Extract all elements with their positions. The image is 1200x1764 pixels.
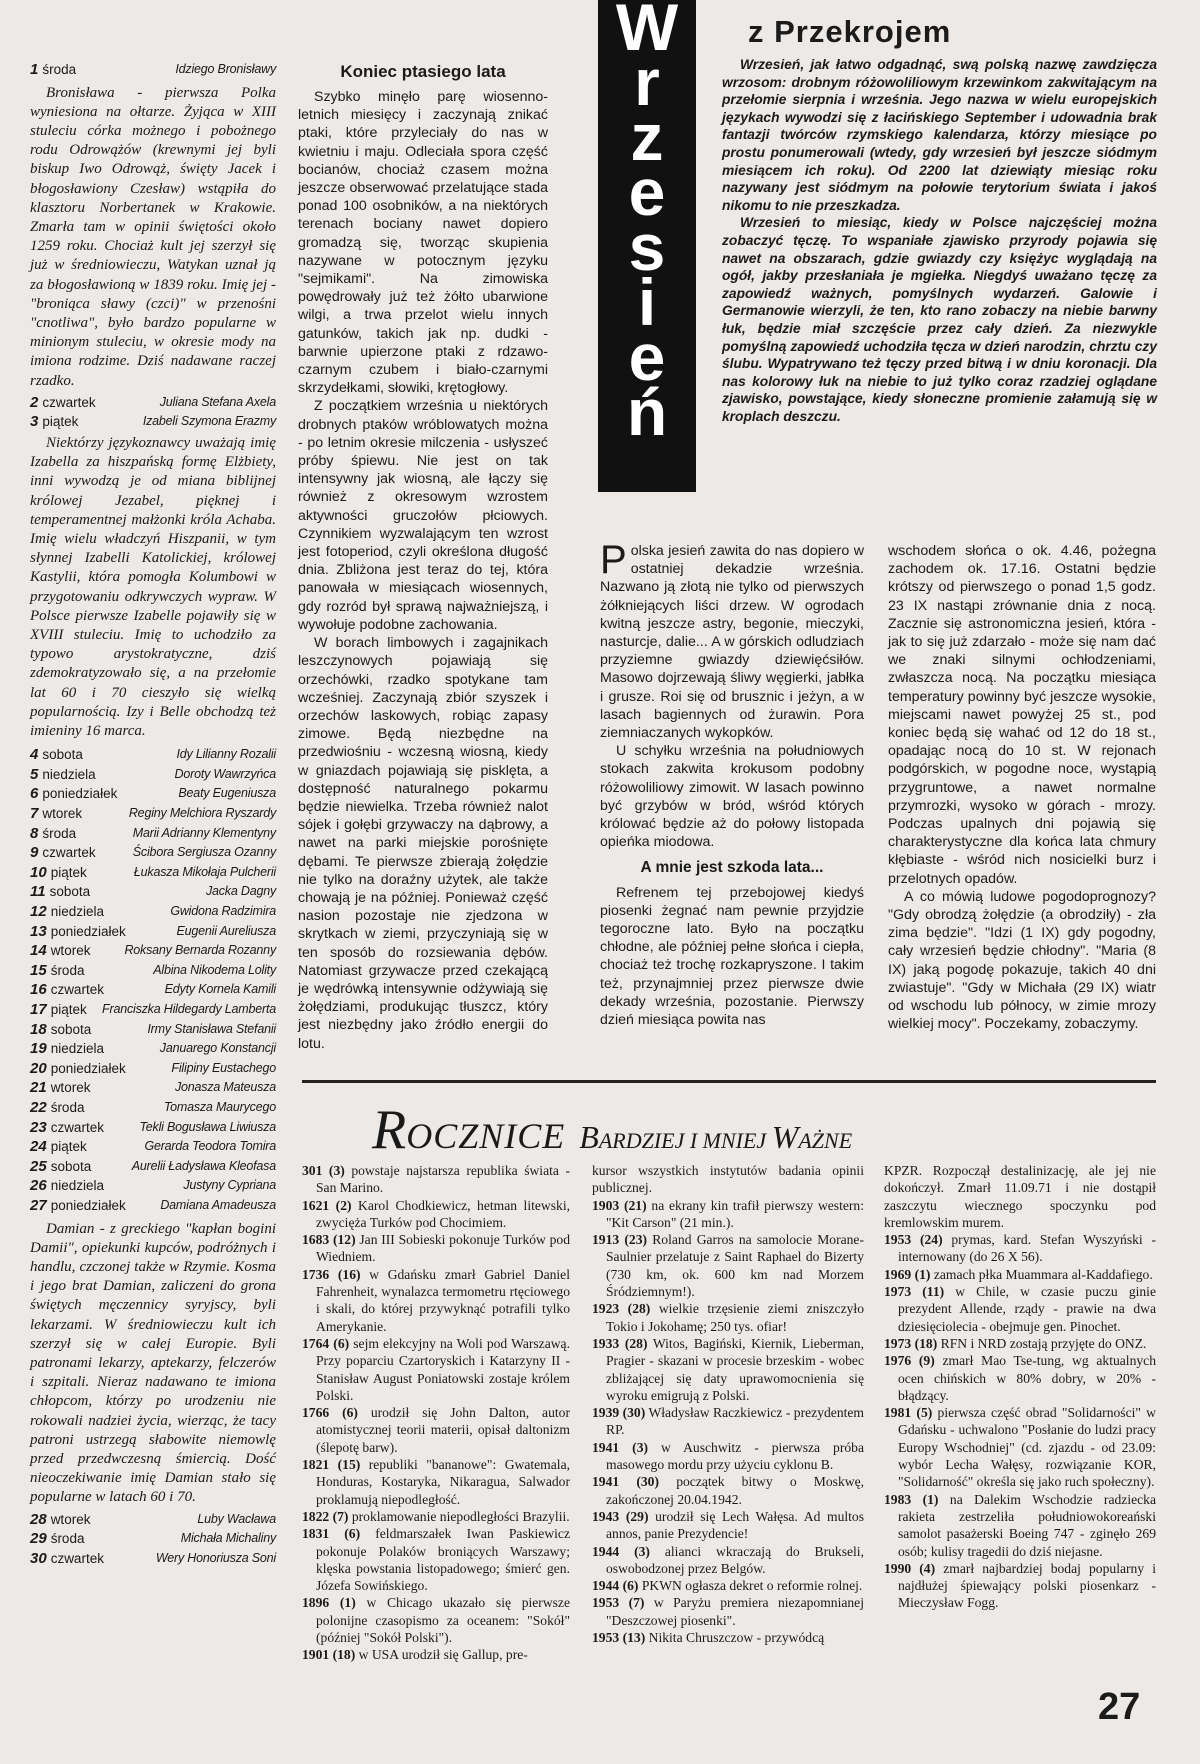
anniversary-year: 1941 (3) <box>592 1439 649 1455</box>
calendar-day <box>30 882 90 902</box>
anniversary-year: 1983 (1) <box>884 1491 939 1507</box>
calendar-day-number: 2 <box>30 393 39 411</box>
anniversary-entry <box>302 1231 570 1266</box>
anniversary-entry <box>302 1508 570 1525</box>
calendar-weekday: sobota <box>50 1021 92 1037</box>
anniversary-year: 301 (3) <box>302 1163 345 1178</box>
calendar-day <box>30 1510 90 1530</box>
calendar-weekday: czwartek <box>42 394 96 410</box>
anniversary-text: wielkie trzęsienie ziemi zniszczyło Tokio i Jokohamę; 250 tys. ofiar! <box>606 1301 864 1334</box>
anniversary-entry <box>592 1439 864 1474</box>
calendar-names: Edyty Kornela Kamili <box>164 982 276 997</box>
calendar-day <box>30 1078 90 1098</box>
calendar-names: Izabeli Szymona Erazmy <box>142 414 276 429</box>
anniversary-entry <box>884 1283 1156 1335</box>
anniversary-text: Nikita Chruszczow - przywódcą <box>648 1630 825 1646</box>
anniversary-text: Karol Chodkiewicz, hetman litewski, zwycięża Turków pod Chocimiem. <box>316 1197 570 1230</box>
header-title: z Przekrojem <box>748 14 952 49</box>
calendar-day-number: 7 <box>30 805 39 823</box>
calendar-day-number: 24 <box>30 1138 47 1156</box>
calendar-day <box>30 1020 91 1040</box>
calendar-day-number: 27 <box>30 1196 47 1214</box>
calendar-names: Januarego Konstancji <box>159 1041 276 1056</box>
calendar-day-number: 26 <box>30 1177 47 1195</box>
anniversary-text: pierwsza część obrad "Solidarności" w Gdańsku - uchwalono "Posłanie do ludzi pracy Europy Wschodniej" (cd. zjazdu - od 23.09: wybór Lecha Wałęsy, rozwiązanie KOR, "Solidarność" określa się jako ruch społeczny). <box>898 1405 1157 1490</box>
anniversary-text: feldmarszałek Iwan Paskiewicz pokonuje Polaków broniących Warszawy; klęska powstania listopadowego; śmierć gen. Józefa Sowińskiego. <box>316 1526 571 1594</box>
calendar-weekday: piątek <box>50 1139 87 1155</box>
anniversary-entry <box>884 1266 1156 1283</box>
intro-text <box>722 56 1157 425</box>
calendar-names: Justyny Cypriana <box>183 1178 276 1193</box>
anniversary-year: 1953 (7) <box>592 1595 645 1611</box>
calendar-row <box>30 980 276 1000</box>
vertical-title-letter: s <box>628 210 666 284</box>
anniversary-text: w Chicago ukazało się pierwsze polonijne czasopismo za oceanem: "Sokół" (później "Sokół Polski"). <box>316 1595 571 1646</box>
calendar-weekday: poniedziałek <box>50 1197 126 1213</box>
calendar-note-paragraph: Damian - z greckiego "kapłan bogini Damii", opiekunki kupców, podróżnych i handlu, czczonej także w Rzymie. Kosma i jego brat Damian, zaliczeni do grona świętych męczennicy syryjscy, byli lekarzami. W średniowieczu kult ich szerzył się w całej Europie. Byli patronami lekarzy, aptekarzy, felczerów i szpitali. Nieraz nadawano te imiona chłopcom, którzy po urodzeniu nie rokowali nadziei życia, wierząc, że tacy patroni ustrzegą słabowite niemowlę przed przedwczesną śmiercią. Dość nieoczekiwanie imię Damian stało się popularne w latach 60 i 70. <box>30 1220 276 1506</box>
birds-paragraph: Z początkiem września u niektórych drobnych ptaków wróblowatych można - po letnim okresie milczenia - usłyszeć próby śpiewu. Nie jest on tak intensywny jak wiosną, ale łączy się również z okresowym wzrostem aktywności gruczołów płciowych. Czynnikiem wyzwalającym ten wzrost jest fotoperiod, czyli określona długość dnia. Zbliżona jest teraz do tej, która panowała w miesiącach wiosennych, gdy rozród był sprawą najważniejszą, i wywołuje podobne zachowania. <box>298 398 548 633</box>
anniversary-entry <box>884 1404 1156 1490</box>
calendar-names: Franciszka Hildegardy Lamberta <box>102 1002 276 1016</box>
calendar-weekday: poniedziałek <box>50 1060 126 1076</box>
calendar-day-number: 28 <box>30 1510 47 1528</box>
calendar-weekday: niedziela <box>50 1178 104 1194</box>
calendar-day <box>30 60 76 80</box>
calendar-day-number: 6 <box>30 785 39 803</box>
anniversary-year: 1736 (16) <box>302 1266 361 1282</box>
calendar-day <box>30 843 96 863</box>
calendar-row <box>30 412 276 432</box>
anniversary-entry <box>302 1525 570 1594</box>
calendar-names: Ścibora Sergiusza Ozanny <box>132 845 276 860</box>
anniversary-year: 1953 (13) <box>592 1630 646 1646</box>
calendar-row <box>30 1059 276 1079</box>
calendar-names: Beaty Eugeniusza <box>178 786 276 801</box>
calendar-day-number: 8 <box>30 824 39 842</box>
calendar-weekday: czwartek <box>50 1119 104 1135</box>
calendar-row <box>30 1157 276 1177</box>
anniversary-entry <box>592 1197 864 1232</box>
vertical-title-letter: W <box>615 0 679 64</box>
calendar-day <box>30 1137 87 1157</box>
calendar-day <box>30 941 90 961</box>
calendar-names: Juliana Stefana Axela <box>159 394 276 409</box>
anniversary-year: 1973 (11) <box>884 1284 945 1300</box>
anniversary-entry <box>302 1162 570 1197</box>
calendar-names: Idy Lilianny Rozalii <box>176 747 276 762</box>
calendar-names: Roksany Bernarda Rozanny <box>124 943 276 958</box>
anniversary-year: 1933 (28) <box>592 1335 648 1351</box>
calendar-day-number: 10 <box>30 863 47 881</box>
autumn-subtitle: A mnie jest szkoda lata... <box>640 859 824 877</box>
calendar-day <box>30 1098 84 1118</box>
anniversary-entry <box>884 1335 1156 1352</box>
calendar-names: Marii Adrianny Klementyny <box>132 825 276 840</box>
calendar-day <box>30 745 83 765</box>
anniversary-entry <box>592 1577 864 1594</box>
anniversary-text: RFN i NRD zostają przyjęte do ONZ. <box>940 1335 1147 1351</box>
vertical-title-letter: r <box>634 45 660 119</box>
calendar-names: Jonasza Mateusza <box>174 1080 276 1095</box>
calendar-note-paragraph: Niektórzy językoznawcy uważają imię Izabella za hiszpańską formę Elżbiety, inni wywodzą je od miana biblijnej królowej Jezabel, pięknej i temperamentnej małżonki króla Achaba. Imię wielu władczyń Hiszpanii, w tym słynnej Izabelli Katolickiej, królowej Kastylii, która pomogła Kolumbowi w przygotowaniu odkrywczych wypraw. W Polsce pierwsze Izabelle pojawiły się w XVIII stuleciu. Imię to uchodziło za typowo arystokratyczne, dziś zdemokratyzowało się, a na przełomie lat 60 i 70 cieszyło się wielką popularnością. Izy i Belle obchodzą też imieniny 16 marca. <box>30 435 276 740</box>
anniversary-year: 1821 (15) <box>302 1457 361 1473</box>
calendar-weekday: wtorek <box>42 806 83 822</box>
calendar-row <box>30 60 276 80</box>
calendar-names: Tekli Bogusława Liwiusza <box>139 1119 276 1134</box>
calendar-names: Luby Wacława <box>197 1511 276 1526</box>
autumn-paragraph: A co mówią ludowe pogodoprognozy? "Gdy obrodzą żołędzie (a obrodziły) - zła zima będzie". "Idzi (1 IX) gdy pogodny, cały wrzesień będzie chłodny". "Maria (8 IX) jaką pogodę pokazuje, takich 40 dni zwiastuje". "Gdy w Michała (29 IX) wiatr od wschodu lub północy, w zimie mrozy wielkiej mocy". Poczekamy, zobaczymy. <box>888 888 1156 1033</box>
calendar-weekday: sobota <box>42 747 83 763</box>
calendar-note-paragraph: Bronisława - pierwsza Polka wyniesiona na ołtarze. Żyjąca w XIII stuleciu córka możnego i pobożnego rodu Odrowążów (krewnymi jej byli biskup Iwo Odrowąż, święty Jacek i błogosławiony Czesław) wstąpiła do klasztoru Norbertanek w Krakowie. Zmarła tam w opinii świętości około 1259 roku. Chociaż kult jej szerzył się już w średniowieczu, Watykan uznał ją za błogosławioną w 1839 roku. Imię jej - "broniąca sławy (czci)" w przenośni "cnotliwa", było bardzo popularne w minionym stuleciu, w okresie mody na imiona rodzime. Dziś nadawane raczej rzadko. <box>30 84 276 389</box>
calendar-rows-bottom <box>30 1510 276 1569</box>
anniversary-year: 1764 (6) <box>302 1335 350 1351</box>
calendar-day <box>30 1157 91 1177</box>
calendar-day-number: 5 <box>30 765 39 783</box>
anniversary-text: Witos, Bagiński, Kiernik, Lieberman, Pragier - skazani w procesie brzeskim - wobec zbliżającej się daty uprawomocnienia się wyroku emigrują z Polski. <box>606 1335 865 1403</box>
anniversary-text: na ekrany kin trafił pierwszy western: "Kit Carson" (21 min.). <box>606 1197 865 1230</box>
anniversary-entry <box>592 1231 864 1300</box>
calendar-names: Gerarda Teodora Tomira <box>144 1139 276 1154</box>
anniversary-text: Jan III Sobieski pokonuje Turków pod Wiedniem. <box>316 1232 571 1265</box>
calendar-day-number: 14 <box>30 942 47 960</box>
anniversary-text: w Auschwitz - pierwsza próba masowego mordu przy użyciu cyklonu B. <box>606 1439 864 1473</box>
calendar-row <box>30 1196 276 1216</box>
anniversary-entry <box>302 1646 570 1663</box>
calendar-row <box>30 1000 276 1020</box>
vertical-title-letter: z <box>630 100 664 174</box>
anniversary-year: 1939 (30) <box>592 1405 646 1421</box>
anniversary-text: urodził się Lech Wałęsa. Ad multos annos, panie Prezydencie! <box>606 1508 865 1542</box>
calendar-day-number: 16 <box>30 981 47 999</box>
calendar-day <box>30 804 82 824</box>
calendar-weekday: środa <box>42 62 77 77</box>
anniversary-year: 1941 (30) <box>592 1474 660 1490</box>
anniversary-text: zamach płka Muammara al-Kaddafiego. <box>933 1266 1153 1282</box>
autumn-paragraph: Refrenem tej przebojowej kiedyś piosenki żegnać nam pewnie przyjdzie tegoroczne lato. Było na początku chłodne, ale później pełne słońca i ciepła, chociaż też trochę rozkapryszone. I takim też, przynajmniej przez pierwsze dwie dekady września, pozostanie. Pierwszy dzień miesiąca powita nas <box>600 884 864 1029</box>
anniversary-year: 1923 (28) <box>592 1301 651 1317</box>
calendar-weekday: niedziela <box>42 766 96 782</box>
calendar-day <box>30 1529 84 1549</box>
anniversary-entry <box>884 1352 1156 1404</box>
col3-continuation: KPZR. Rozpoczął destalinizację, ale jej nie dokończył. Zmarł 11.09.71 i nie dostąpił zaszczytu wiecznego spoczynku pod kremlowskim murem. <box>884 1163 1156 1230</box>
calendar-row <box>30 1078 276 1098</box>
calendar-day <box>30 1118 104 1138</box>
calendar-row <box>30 1118 276 1138</box>
anniversary-entry <box>302 1456 570 1508</box>
anniversary-entry <box>592 1629 864 1646</box>
anniversary-year: 1944 (6) <box>592 1578 639 1594</box>
anniversary-year: 1943 (29) <box>592 1508 649 1524</box>
birds-body <box>298 88 548 1053</box>
calendar-row <box>30 922 276 942</box>
anniversary-entry <box>884 1560 1156 1612</box>
calendar-row <box>30 824 276 844</box>
calendar-row <box>30 804 276 824</box>
calendar-day <box>30 765 96 785</box>
birds-paragraph: Szybko minęło parę wiosenno-letnich miesięcy i zaczynają znikać ptaki, które przyleciały do nas w kwietniu i maju. Odleciała spora część bocianów, chociaż czasem można jeszcze obserwować przelatujące stada ponad 100 osobników, a na niektórych terenach bociany nawet dopiero gromadzą się, tworząc skupienia nazywane w potocznym języku "sejmikami". Na zimowiska powędrowały już też żółto ubarwione wilgi, a trwa przelot wielu innych gatunków, takich jak np. dudki - barwnie upierzone ptaki z rdzawo-czarnym czubem i biało-czarnymi skrzydełkami, słowiki, krętogłowy. <box>298 89 548 397</box>
calendar-row <box>30 941 276 961</box>
calendar-names: Albina Nikodema Lolity <box>153 962 276 977</box>
anniversaries-col1 <box>302 1162 570 1664</box>
intro-paragraph: Wrzesień to miesiąc, kiedy w Polsce najczęściej można zobaczyć tęczę. To wspaniałe zjawisko przyrody pojawia się nawet na obszarach, gdzie gwiazdy czy księżyc wyglądają na ogół, jakby przesłaniała je mgiełka. Niegdyś uważano tęczę za zapowiedź ważnych, pomyślnych wydarzeń. Galowie i Germanowie wierzyli, że ten, kto rano zobaczy na niebie barwny łuk, będzie miał szczęście przez cały dzień. Za niezwykle pomyślną zapowiedź uchodziła tęcza w dzień narodzin, chrztu czy ślubu. Wypatrywano też tęczy przed bitwą i w dniu koronacji. Dla nas kolorowy łuk na niebie to już tylko coraz rzadziej oglądane zjawisko, powstające, kiedy słoneczne promienie załamują się w kroplach deszczu. <box>722 215 1157 424</box>
calendar-row <box>30 961 276 981</box>
anniversary-entry <box>592 1594 864 1629</box>
anniversary-text: PKWN ogłasza dekret o reformie rolnej. <box>641 1578 863 1594</box>
calendar-note-damian <box>30 1220 276 1508</box>
calendar-day-number: 13 <box>30 922 47 940</box>
calendar-day <box>30 1196 126 1216</box>
calendar-weekday: piątek <box>50 1002 87 1017</box>
anniversary-year: 1913 (23) <box>592 1232 648 1248</box>
calendar-row <box>30 843 276 863</box>
calendar-day-number: 22 <box>30 1098 47 1116</box>
anniversaries-col2 <box>592 1162 864 1646</box>
title-sub-w: W <box>771 1119 799 1155</box>
autumn-paragraph: wschodem słońca o ok. 4.46, pożegna zachodem ok. 17.16. Ostatni będzie krótszy od pierwszego o ponad 1,5 godz. 23 IX nastąpi zrównanie dnia z nocą. Zacznie się astronomiczna jesień, która - jak to się już zdarzało - może się nam dać we znaki silnymi ochłodzeniami, zwłaszcza nocą. Na początku miesiąca temperatury powinny być jeszcze wysokie, miejscami nawet powyżej 25 st., pod koniec będą się wahać od 12 do 18 st., opadając nocą do 10 st. W rejonach podgórskich, w pogodne noce, wystąpią przygruntowe, a nawet normalne przymrozki, wysoko w górach - mrozy. Podczas upalnych dni pojawią się charakterystyczne dla końca lata chmury kłębiaste - wśród nich nosicielki burz i przelotnych opadów. <box>888 543 1156 887</box>
calendar-day <box>30 824 76 844</box>
calendar-day-number: 20 <box>30 1059 47 1077</box>
calendar-row <box>30 1529 276 1549</box>
autumn-article-col2 <box>888 542 1156 1033</box>
autumn-paragraph: olska jesień zawita do nas dopiero w ostatniej dekadzie września. Nazwano ją złotą nie tylko od pierwszych żółkniejących liści drzew. W ogrodach kwitną jeszcze astry, begonie, mieczyki, nasturcje, dalie... A w górskich odludziach przyziemne gwiazdy dziewięćsiłów. Masowo dojrzewają śliwy węgierki, jabłka i grusze. Roi się od brusznic i jeżyn, a w lasach bagiennych od żurawin. Pora ziemniaczanych wykopków. <box>600 543 864 742</box>
calendar-day <box>30 1000 87 1020</box>
calendar-row <box>30 393 276 413</box>
birds-paragraph: W borach limbowych i zagajnikach leszczynowych pojawiają się orzechówki, rzadko spotykane tam wcześniej. Zaczynają zbiór szyszek i orzechów laskowych, robiąc zapasy zimowe. Będą niezbędne na przedwiośniu - wczesną wiosną, kiedy w gniazdach pojawiają się pisklęta, a dostępność naturalnego pokarmu będzie niewielka. Trzeba również nalot sójek i gołębi grzywaczy na dąbrowy, a nawet na parki miejskie porośnięte dębami. Te pierwsze zbierają żołędzie nie tylko na doraźny użytek, ale także chowają je na później. Ponieważ część nasion pozostaje nie zjedzona w skrytkach w ziemi, przyczyniają się w ten sposób do rozsiewania dębów. Natomiast grzywacze przed czekającą je wędrówką intensywnie odżywiają się żołędziami, produkując tłuszcz, który jest niezbędny jako źródło energii do lotu. <box>298 635 548 1052</box>
anniversary-text: zmarł najbardziej bodaj popularny i najdłużej śpiewający polski piosenkarz - Mieczysław Fogg. <box>898 1560 1156 1611</box>
anniversary-entry <box>302 1404 570 1456</box>
calendar-day <box>30 922 126 942</box>
anniversary-entry <box>302 1594 570 1646</box>
calendar-weekday: niedziela <box>50 904 104 920</box>
anniversary-text: sejm elekcyjny na Woli pod Warszawą. Przy poparciu Czartoryskich i Katarzyny II - Stanisław August Poniatowski zostaje królem Polski. <box>316 1335 570 1403</box>
calendar-names: Michała Michaliny <box>180 1531 276 1546</box>
calendar-names: Wery Honoriusza Soni <box>155 1550 276 1565</box>
col2-continuation: kursor wszystkich instytutów badania opinii publicznej. <box>592 1163 864 1196</box>
anniversary-text: początek bitwy o Moskwę, zakończonej 20.04.1942. <box>606 1474 865 1507</box>
calendar-day-number: 11 <box>30 883 46 901</box>
page-number: 27 <box>1098 1686 1141 1728</box>
calendar-row <box>30 882 276 902</box>
section-divider <box>302 1080 1156 1083</box>
calendar-day-number: 9 <box>30 844 39 862</box>
calendar-row <box>30 902 276 922</box>
anniversary-year: 1831 (6) <box>302 1526 361 1542</box>
title-big-initial: R <box>372 1099 407 1161</box>
calendar-names: Doroty Wawrzyńca <box>174 766 276 781</box>
anniversaries-col3 <box>884 1162 1156 1612</box>
anniversaries-title <box>372 1098 852 1162</box>
vertical-title-letter: e <box>628 155 666 229</box>
calendar-day-number: 3 <box>30 413 39 431</box>
calendar-day-number: 25 <box>30 1157 47 1175</box>
calendar-weekday: środa <box>50 962 85 978</box>
calendar-weekday: środa <box>42 825 77 841</box>
calendar-names: Jacka Dagny <box>205 884 276 899</box>
calendar-weekday: poniedziałek <box>50 923 126 939</box>
autumn-article-col1 <box>600 538 864 1029</box>
anniversary-year: 1973 (18) <box>884 1335 938 1351</box>
anniversary-year: 1683 (12) <box>302 1232 356 1248</box>
calendar-weekday: niedziela <box>50 1041 104 1057</box>
calendar-day <box>30 961 84 981</box>
calendar-weekday: czwartek <box>50 1550 104 1566</box>
calendar-names: Filipiny Eustachego <box>171 1060 276 1075</box>
calendar-rows-mid <box>30 393 276 432</box>
anniversary-text: proklamowanie niepodległości Brazylii. <box>351 1508 570 1524</box>
calendar-day <box>30 902 104 922</box>
calendar-day-number: 23 <box>30 1118 47 1136</box>
calendar-day-number: 17 <box>30 1001 47 1018</box>
anniversary-entry <box>302 1266 570 1335</box>
anniversary-year: 1903 (21) <box>592 1197 647 1213</box>
calendar-weekday: piątek <box>42 414 79 430</box>
anniversary-text: zmarł Mao Tse-tung, wg aktualnych ocen chińskich w 80% dobry, w 20% - błądzący. <box>898 1353 1156 1403</box>
calendar-names: Tomasza Maurycego <box>163 1099 276 1114</box>
anniversary-year: 1969 (1) <box>884 1266 931 1282</box>
calendar-names: Eugenii Aureliusza <box>176 923 276 938</box>
anniversary-year: 1822 (7) <box>302 1508 349 1524</box>
calendar-row <box>30 1098 276 1118</box>
calendar-row <box>30 765 276 785</box>
calendar-weekday: wtorek <box>50 1511 91 1527</box>
calendar-row <box>30 784 276 804</box>
calendar-rows-top <box>30 60 276 80</box>
calendar-day-number: 15 <box>30 961 47 979</box>
calendar-day-number: 30 <box>30 1549 47 1567</box>
calendar-note-izabella <box>30 434 276 741</box>
vertical-title-wrzesien <box>598 0 696 492</box>
calendar-names: Damiana Amadeusza <box>160 1197 276 1212</box>
calendar-day-number: 1 <box>30 61 39 78</box>
title-sub-rest2: AŻNE <box>798 1128 853 1153</box>
calendar-day <box>30 1059 126 1079</box>
anniversary-text: powstaje najstarsza republika świata - San Marino. <box>316 1163 570 1196</box>
calendar-column <box>30 60 276 1568</box>
anniversary-text: urodził się John Dalton, autor atomistycznej teorii materii, opisał daltonizm (ślepotę barw). <box>316 1405 570 1455</box>
calendar-rows-list <box>30 745 276 1215</box>
anniversary-text: w Paryżu premiera niezapomnianej "Deszczowej piosenki". <box>606 1595 864 1628</box>
calendar-row <box>30 1549 276 1569</box>
anniversary-entry <box>592 1335 864 1404</box>
anniversary-text: prymas, kard. Stefan Wyszyński - internowany (do 26 X 56). <box>898 1232 1156 1265</box>
calendar-weekday: sobota <box>49 884 91 900</box>
vertical-title-letter: e <box>628 320 666 394</box>
calendar-day-number: 21 <box>30 1079 47 1097</box>
anniversary-text: Władysław Raczkiewicz - prezydentem RP. <box>606 1405 865 1438</box>
anniversary-entry <box>592 1404 864 1439</box>
calendar-weekday: środa <box>50 1531 85 1547</box>
calendar-row <box>30 1176 276 1196</box>
anniversary-entry <box>592 1473 864 1508</box>
anniversary-year: 1901 (18) <box>302 1647 356 1663</box>
anniversary-text: alianci wkraczają do Brukseli, oswobodzonej przez Belgów. <box>606 1543 864 1576</box>
calendar-row <box>30 745 276 765</box>
calendar-weekday: czwartek <box>42 845 96 861</box>
calendar-weekday: czwartek <box>50 982 104 998</box>
anniversary-entry <box>302 1335 570 1404</box>
birds-article <box>298 62 548 1053</box>
calendar-day <box>30 1176 104 1196</box>
anniversary-year: 1990 (4) <box>884 1560 936 1576</box>
anniversary-year: 1766 (6) <box>302 1405 358 1421</box>
calendar-day-number: 12 <box>30 903 47 921</box>
vertical-title-letter: ń <box>626 375 668 449</box>
anniversary-text: w USA urodził się Gallup, pre- <box>358 1647 528 1663</box>
anniversary-year: 1621 (2) <box>302 1197 352 1213</box>
calendar-day-number: 4 <box>30 746 39 764</box>
calendar-day <box>30 412 78 432</box>
anniversary-year: 1981 (5) <box>884 1405 933 1421</box>
calendar-names: Idziego Bronisławy <box>175 62 276 76</box>
calendar-names: Irmy Stanisława Stefanii <box>147 1021 276 1036</box>
title-sub-rest1: ARDZIEJ I MNIEJ <box>598 1128 772 1153</box>
anniversary-text: w Chile, w czasie puczu ginie prezydent Allende, rządy - prawie na dwa dziesięciolecia - obejmuje gen. Pinochet. <box>898 1284 1156 1334</box>
autumn-paragraph: U schyłku września na południowych stokach zakwita krokusom podobny różowoliliowy zimowit. W lasach powinno być grzybów w bród, wśród których królować będzie aż do połowy listopada opieńka miodowa. <box>600 743 864 851</box>
anniversary-text: republiki "bananowe": Gwatemala, Honduras, Kostaryka, Nikaragua, Salwador proklamują niepodległość. <box>316 1457 571 1507</box>
calendar-row <box>30 1039 276 1059</box>
anniversary-entry <box>592 1300 864 1335</box>
title-sub-b: B <box>579 1119 599 1155</box>
calendar-weekday: sobota <box>50 1158 92 1174</box>
calendar-day <box>30 1039 104 1059</box>
calendar-day <box>30 863 87 883</box>
calendar-names: Łukasza Mikołaja Pulcherii <box>133 864 276 879</box>
calendar-day-number: 29 <box>30 1530 47 1548</box>
calendar-day <box>30 1549 104 1569</box>
birds-title: Koniec ptasiego lata <box>340 62 506 81</box>
calendar-weekday: piątek <box>50 864 87 880</box>
anniversary-year: 1976 (9) <box>884 1353 935 1369</box>
vertical-title-letter: i <box>637 265 657 339</box>
anniversary-text: na Dalekim Wschodzie radziecka rakieta zestrzeliła południowokoreański samolot pasażerski Boeing 747 - zginęło 269 osób; kulisy tragedii do dziś niejasne. <box>898 1491 1156 1559</box>
calendar-row <box>30 1510 276 1530</box>
intro-paragraph: Wrzesień, jak łatwo odgadnąć, swą polską nazwę zawdzięcza wrzosom: drobnym różowoliliowym krzewinkom zakwitającym na przełomie sierpnia i września. Jego nazwa w wielu europejskich językach wywodzi się z łacińskiego September i udowadnia brak fantazji twórców rzymskiego kalendarza, którzy miesiące po prostu ponumerowali (wtedy, gdy wrzesień był jeszcze siódmym miesiącem ich roku). Od 2200 lat dziewiąty miesiąc roku nazywany jest siódmym na połowie terytorium świata i jakoś nikomu to nie przeszkadza. <box>722 57 1157 213</box>
calendar-note-bronislawa <box>30 84 276 391</box>
calendar-row <box>30 1020 276 1040</box>
calendar-day-number: 19 <box>30 1040 47 1058</box>
calendar-weekday: poniedziałek <box>42 786 118 802</box>
calendar-day <box>30 784 117 804</box>
calendar-row <box>30 863 276 883</box>
anniversary-entry <box>592 1508 864 1543</box>
calendar-names: Gwidona Radzimira <box>170 904 276 919</box>
anniversary-entry <box>884 1231 1156 1266</box>
title-rest: OCZNICE <box>406 1116 566 1156</box>
calendar-day <box>30 393 96 413</box>
calendar-weekday: środa <box>50 1099 85 1115</box>
calendar-names: Reginy Melchiora Ryszardy <box>128 806 276 821</box>
dropcap: P <box>600 538 627 582</box>
anniversary-year: 1896 (1) <box>302 1595 356 1611</box>
calendar-row <box>30 1137 276 1157</box>
anniversary-entry <box>592 1543 864 1578</box>
anniversary-entry <box>302 1197 570 1232</box>
calendar-day-number: 18 <box>30 1020 47 1038</box>
anniversary-text: Roland Garros na samolocie Morane-Saulnier przelatuje z Saint Raphael do Bizerty (730 km, ok. 600 km nad Morzem Śródziemnym!). <box>606 1232 864 1300</box>
calendar-weekday: wtorek <box>50 1080 91 1096</box>
calendar-day <box>30 980 104 1000</box>
anniversary-entry <box>884 1491 1156 1560</box>
anniversary-text: w Gdańsku zmarł Gabriel Daniel Fahrenheit, wynalazca termometru rtęciowego i skali, do której przywyknąć potrafili tylko Amerykanie. <box>316 1266 570 1334</box>
anniversary-year: 1953 (24) <box>884 1232 943 1248</box>
calendar-names: Aurelii Ładysława Kleofasa <box>131 1158 276 1173</box>
anniversary-year: 1944 (3) <box>592 1543 650 1559</box>
calendar-weekday: wtorek <box>50 943 91 959</box>
